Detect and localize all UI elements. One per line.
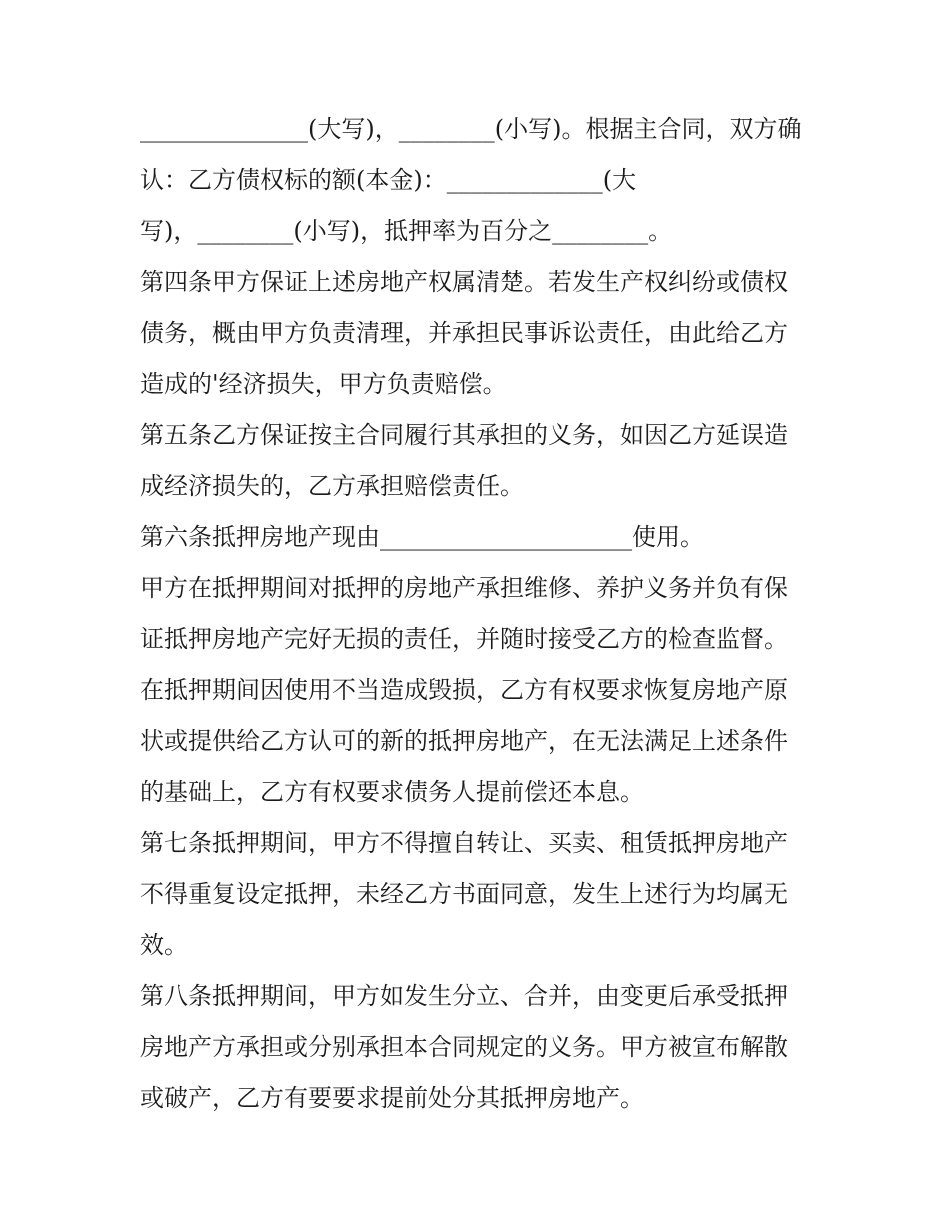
text-line: 第六条抵押房地产现由_____________________使用。: [140, 523, 704, 551]
text-line: 或破产，乙方有要要求提前处分其抵押房地产。: [140, 1084, 644, 1112]
text-line: 证抵押房地产完好无损的责任，并随时接受乙方的检查监督。: [140, 625, 788, 653]
text-line: 写)，________(小写)，抵押率为百分之________。: [140, 217, 673, 245]
text-line: 第七条抵押期间，甲方不得擅自转让、买卖、租赁抵押房地产: [140, 829, 788, 857]
text-line: 甲方在抵押期间对抵押的房地产承担维修、养护义务并负有保: [140, 574, 788, 602]
text-line: 状或提供给乙方认可的新的抵押房地产，在无法满足上述条件: [140, 727, 788, 755]
text-line: 认：乙方债权标的额(本金)：_____________(大: [140, 166, 637, 194]
text-line: 房地产方承担或分别承担本合同规定的义务。甲方被宣布解散: [140, 1033, 788, 1061]
text-line: 的基础上，乙方有权要求债务人提前偿还本息。: [140, 778, 644, 806]
text-line: 不得重复设定抵押，未经乙方书面同意，发生上述行为均属无: [140, 880, 788, 908]
text-line: 在抵押期间因使用不当造成毁损，乙方有权要求恢复房地产原: [140, 676, 788, 704]
text-line: 债务，概由甲方负责清理，并承担民事诉讼责任，由此给乙方: [140, 319, 788, 347]
text-line: 第四条甲方保证上述房地产权属清楚。若发生产权纠纷或债权: [140, 268, 788, 296]
text-line: ______________(大写)，________(小写)。根据主合同，双方确: [140, 115, 802, 143]
text-line: 效。: [140, 931, 188, 959]
contract-body: [140, 104, 820, 1124]
text-line: 第八条抵押期间，甲方如发生分立、合并，由变更后承受抵押: [140, 982, 788, 1010]
text-line: 造成的'经济损失，甲方负责赔偿。: [140, 370, 507, 398]
text-line: 第五条乙方保证按主合同履行其承担的义务，如因乙方延误造: [140, 421, 788, 449]
text-line: 成经济损失的，乙方承担赔偿责任。: [140, 472, 524, 500]
